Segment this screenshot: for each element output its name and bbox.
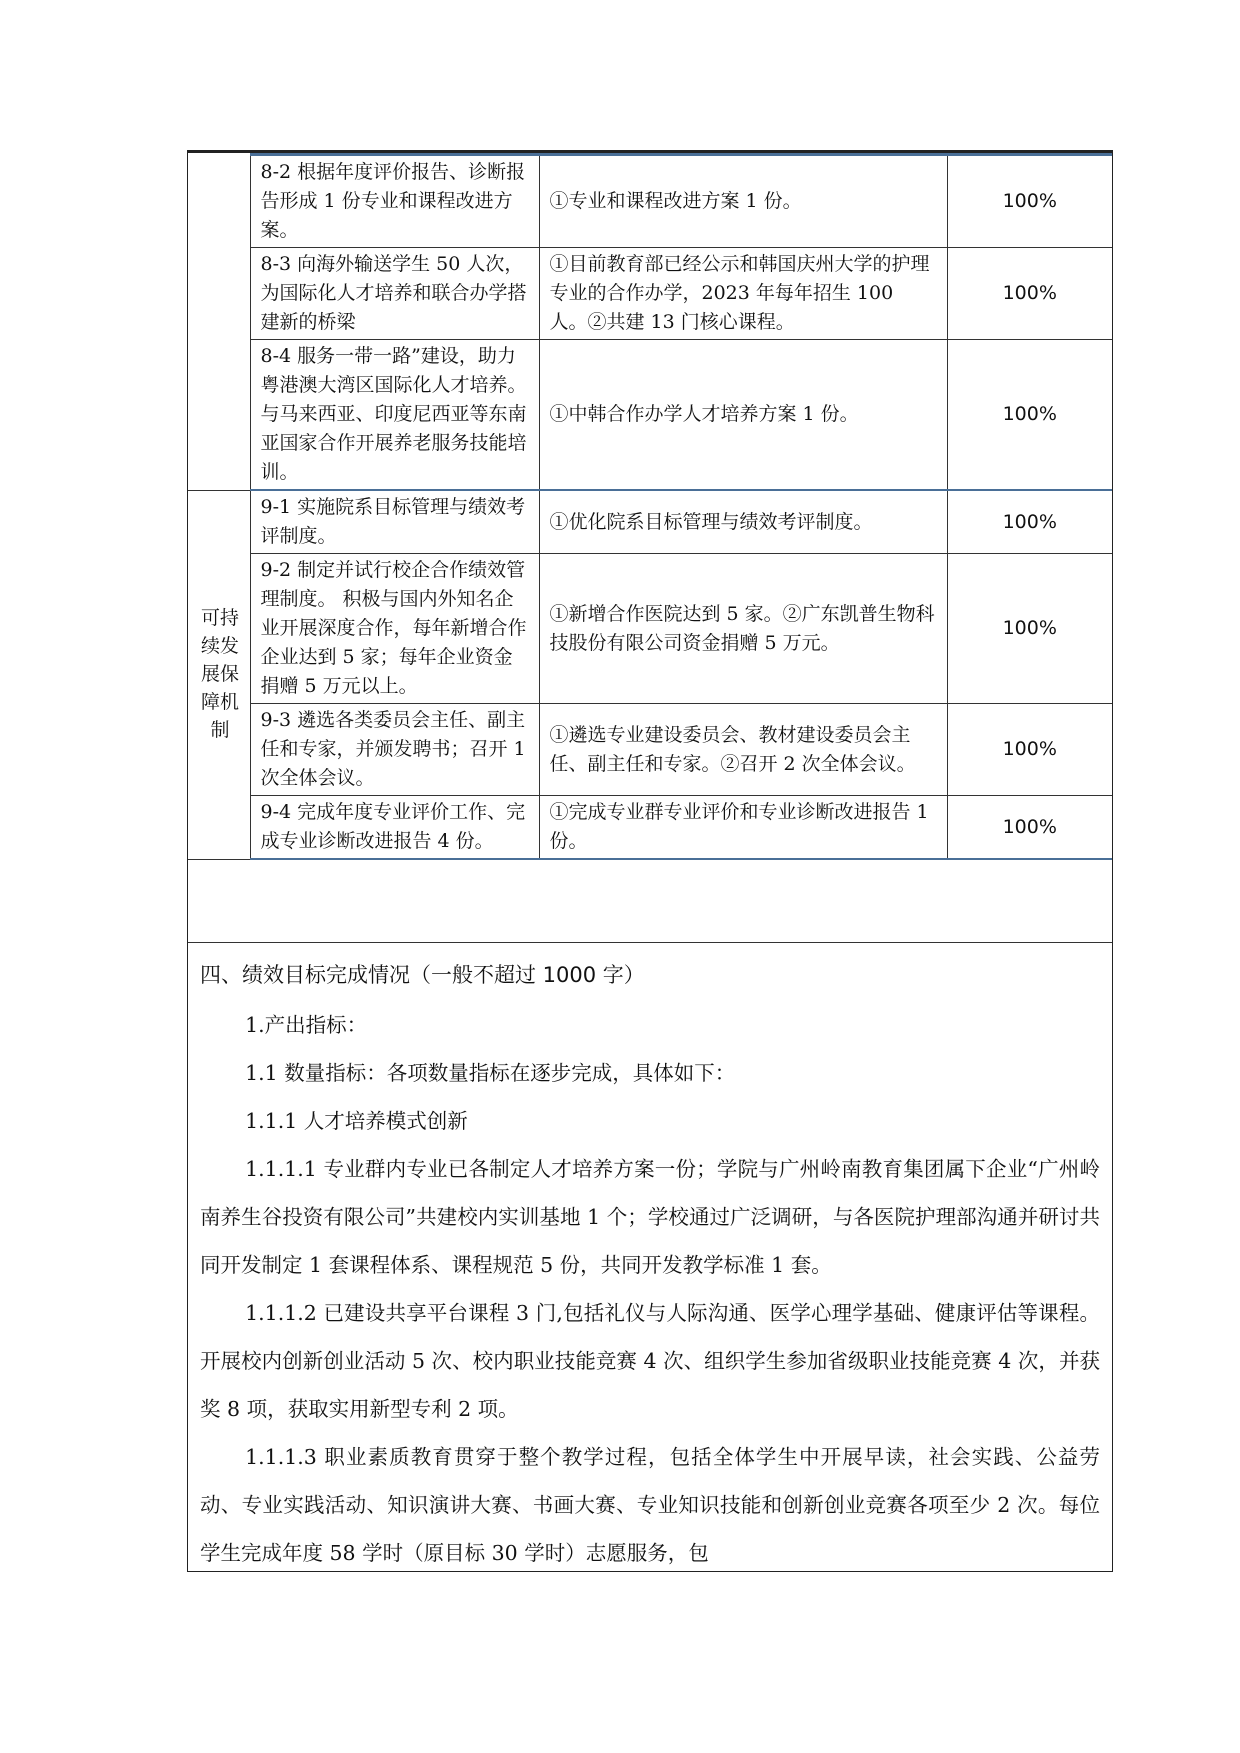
task-table	[188, 153, 1112, 942]
category-cell-8	[188, 155, 250, 491]
blank-row	[188, 859, 1112, 942]
paragraph: 1.1.1.1 专业群内专业已各制定人才培养方案一份；学院与广州岭南教育集团属下企业“广州岭南养生谷投资有限公司”共建校内实训基地 1 个；学校通过广泛调研，与各医院护理部沟通并研讨共同开发制定 1 套课程体系、课程规范 5 份，共同开发教学标准 1 套。	[200, 1157, 1100, 1277]
paragraph: 1.1 数量指标：各项数量指标在逐步完成，具体如下：	[245, 1061, 736, 1085]
rate-cell: 100%	[947, 796, 1112, 860]
table-row	[188, 155, 1112, 248]
paragraph: 1.1.1.3 职业素质教育贯穿于整个教学过程，包括全体学生中开展早读，社会实践、公益劳动、专业实践活动、知识演讲大赛、书画大赛、专业知识技能和创新创业竞赛各项至少 2 次。每位学生完成年度 58 学时（原目标 30 学时）志愿服务，包	[200, 1445, 1100, 1565]
table-row	[188, 554, 1112, 704]
rate-cell: 100%	[947, 340, 1112, 491]
rate-cell: 100%	[947, 155, 1112, 248]
result-cell: ①新增合作医院达到 5 家。②广东凯普生物科技股份有限公司资金捐赠 5 万元。	[539, 554, 947, 704]
result-cell: ①目前教育部已经公示和韩国庆州大学的护理专业的合作办学，2023 年每年招生 100 人。②共建 13 门核心课程。	[539, 248, 947, 340]
result-cell: ①遴选专业建设委员会、教材建设委员会主任、副主任和专家。②召开 2 次全体会议。	[539, 704, 947, 796]
result-cell: ①专业和课程改进方案 1 份。	[539, 155, 947, 248]
task-cell: 8-2 根据年度评价报告、诊断报告形成 1 份专业和课程改进方案。	[250, 155, 539, 248]
document-page	[187, 150, 1113, 1572]
task-cell: 9-4 完成年度专业评价工作、完成专业诊断改进报告 4 份。	[250, 796, 539, 860]
result-cell: ①中韩合作办学人才培养方案 1 份。	[539, 340, 947, 491]
category-cell-9	[188, 490, 250, 859]
table-row	[188, 340, 1112, 491]
rate-cell: 100%	[947, 248, 1112, 340]
rate-cell: 100%	[947, 554, 1112, 704]
rate-cell: 100%	[947, 704, 1112, 796]
category-label: 可持续发展保障机制	[200, 607, 239, 741]
paragraph: 1.产出指标：	[245, 1013, 368, 1037]
table-row	[188, 248, 1112, 340]
table-row	[188, 796, 1112, 860]
task-cell: 9-1 实施院系目标管理与绩效考评制度。	[250, 490, 539, 554]
task-cell: 8-3 向海外输送学生 50 人次，为国际化人才培养和联合办学搭建新的桥梁	[250, 248, 539, 340]
task-cell: 9-3 遴选各类委员会主任、副主任和专家，并颁发聘书；召开 1 次全体会议。	[250, 704, 539, 796]
section-heading: 四、绩效目标完成情况（一般不超过 1000 字）	[200, 963, 645, 987]
paragraph: 1.1.1.2 已建设共享平台课程 3 门,包括礼仪与人际沟通、医学心理学基础、健康评估等课程。开展校内创新创业活动 5 次、校内职业技能竞赛 4 次、组织学生参加省级职业技能竞赛 4 次，并获奖 8 项，获取实用新型专利 2 项。	[200, 1301, 1100, 1421]
task-cell: 8-4 服务一带一路”建设，助力粤港澳大湾区国际化人才培养。与马来西亚、印度尼西亚等东南亚国家合作开展养老服务技能培训。	[250, 340, 539, 491]
blank-cell	[188, 859, 1112, 942]
result-cell: ①完成专业群专业评价和专业诊断改进报告 1 份。	[539, 796, 947, 860]
table-row	[188, 704, 1112, 796]
performance-section	[188, 942, 1112, 1577]
rate-cell: 100%	[947, 490, 1112, 554]
table-row	[188, 490, 1112, 554]
result-cell: ①优化院系目标管理与绩效考评制度。	[539, 490, 947, 554]
paragraph: 1.1.1 人才培养模式创新	[245, 1109, 468, 1133]
task-cell: 9-2 制定并试行校企合作绩效管理制度。 积极与国内外知名企业开展深度合作，每年新增合作企业达到 5 家；每年企业资金捐赠 5 万元以上。	[250, 554, 539, 704]
